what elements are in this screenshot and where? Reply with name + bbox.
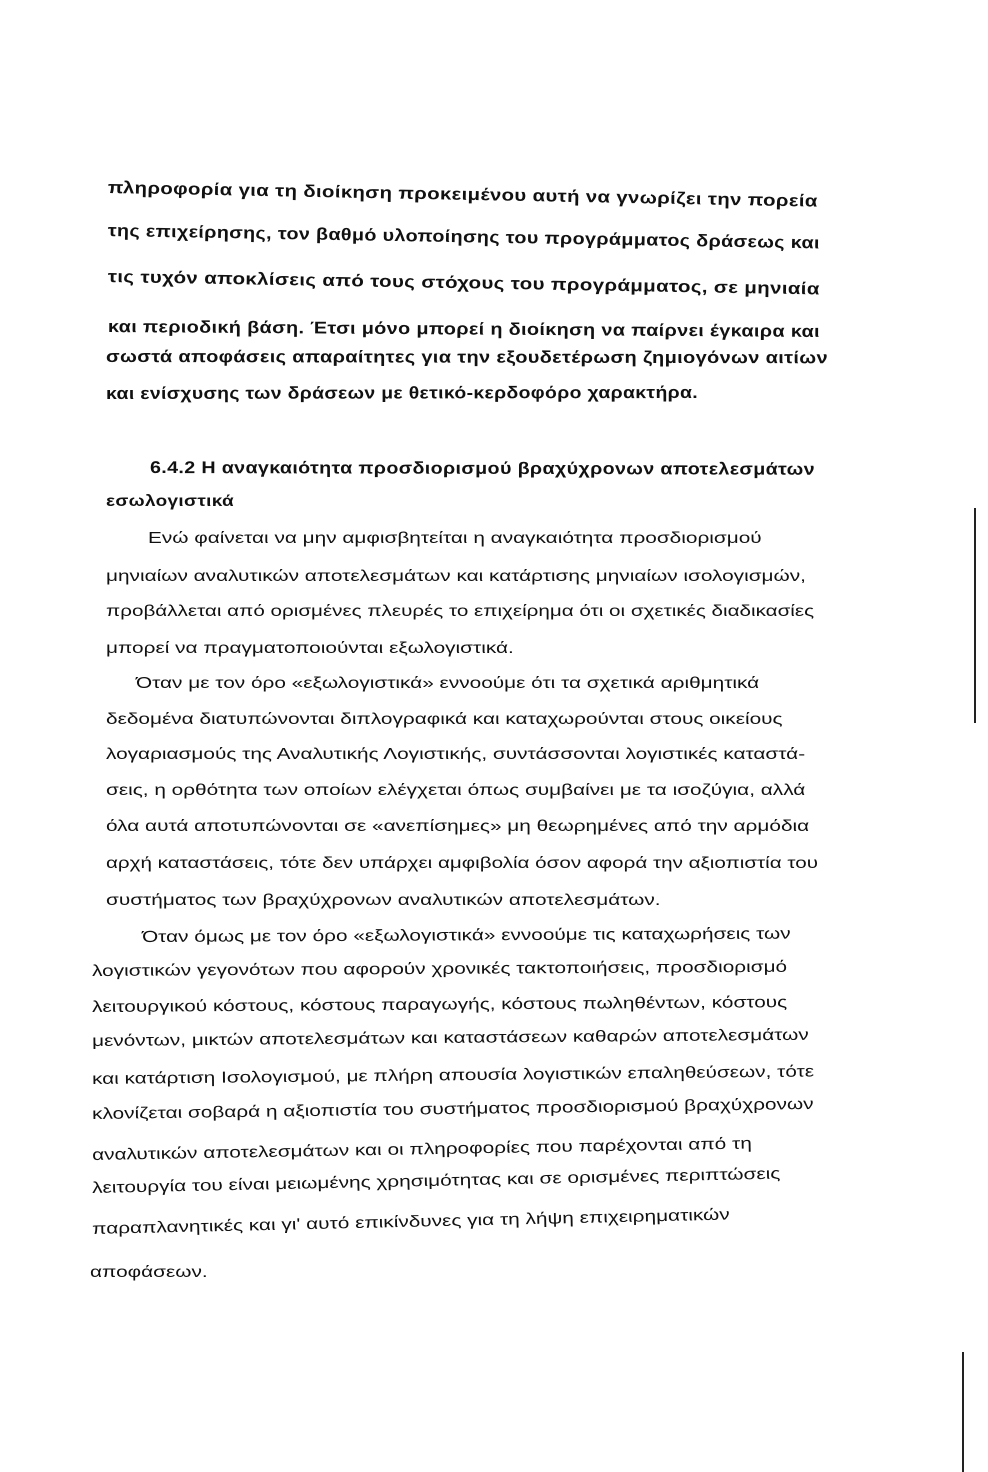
text-line: μηνιαίων αναλυτικών αποτελεσμάτων και κατάρτισης μηνιαίων ισολογισμών, bbox=[106, 568, 806, 585]
text-line: Ενώ φαίνεται να μην αμφισβητείται η αναγκαιότητα προσδιορισμού bbox=[148, 530, 762, 547]
margin-rule-upper bbox=[974, 508, 976, 723]
text-line: κλονίζεται σοβαρά η αξιοπιστία του συστήματος προσδιορισμού βραχύχρονων bbox=[91, 1095, 814, 1123]
text-line: τις τυχόν αποκλίσεις από τους στόχους του προγράμματος, σε μηνιαία bbox=[107, 267, 820, 299]
text-line: πληροφορία για τη διοίκηση προκειμένου αυτή να γνωρίζει την πορεία bbox=[107, 178, 818, 211]
text-line: δεδομένα διατυπώνονται διπλογραφικά και καταχωρούνται στους οικείους bbox=[106, 711, 783, 728]
text-line: λογαριασμούς της Αναλυτικής Λογιστικής, συντάσσονται λογιστικές καταστά- bbox=[106, 746, 806, 763]
text-line: αποφάσεων. bbox=[90, 1264, 208, 1281]
text-line: Όταν όμως με τον όρο «εξωλογιστικά» εννοούμε τις καταχωρήσεις των bbox=[141, 925, 791, 946]
text-line: σεις, η ορθότητα των οποίων ελέγχεται όπως συμβαίνει με τα ισοζύγια, αλλά bbox=[106, 782, 806, 799]
text-line: συστήματος των βραχύχρονων αναλυτικών αποτελεσμάτων. bbox=[106, 892, 661, 909]
text-line: σωστά αποφάσεις απαραίτητες για την εξουδετέρωση ζημιογόνων αιτίων bbox=[105, 347, 828, 368]
text-line: και κατάρτιση Ισολογισμού, με πλήρη απουσία λογιστικών επαληθεύσεων, τότε bbox=[91, 1063, 815, 1088]
text-line: λογιστικών γεγονότων που αφορούν χρονικές τακτοποιήσεις, προσδιορισμό bbox=[91, 958, 788, 980]
text-line: Όταν με τον όρο «εξωλογιστικά» εννοούμε ότι τα σχετικά αριθμητικά bbox=[136, 675, 760, 692]
text-line: προβάλλεται από ορισμένες πλευρές το επιχείρημα ότι οι σχετικές διαδικασίες bbox=[106, 603, 815, 620]
text-line: αρχή καταστάσεις, τότε δεν υπάρχει αμφιβολία όσον αφορά την αξιοπιστία του bbox=[106, 855, 819, 872]
text-line: και ενίσχυσης των δράσεων με θετικό-κερδοφόρο χαρακτήρα. bbox=[105, 382, 699, 403]
text-line: αναλυτικών αποτελεσμάτων και οι πληροφορίες που παρέχονται από τη bbox=[91, 1135, 753, 1164]
margin-rule-lower bbox=[962, 1352, 964, 1472]
text-line: λειτουργικού κόστους, κόστους παραγωγής, κόστους πωληθέντων, κόστους bbox=[91, 994, 788, 1016]
text-line: μπορεί να πραγματοποιούνται εξωλογιστικά. bbox=[106, 640, 514, 657]
text-line: παραπλανητικές και γι' αυτό επικίνδυνες για τη λήψη επιχειρηματικών bbox=[91, 1206, 730, 1238]
heading-line: εσωλογιστικά bbox=[106, 493, 234, 510]
text-line: λειτουργία του είναι μειωμένης χρησιμότητας και σε ορισμένες περιπτώσεις bbox=[91, 1165, 781, 1197]
heading-line: 6.4.2 Η αναγκαιότητα προσδιορισμού βραχύχρονων αποτελεσμάτων bbox=[149, 458, 815, 479]
text-line: όλα αυτά αποτυπώνονται σε «ανεπίσημες» μη θεωρημένες από την αρμόδια bbox=[106, 818, 810, 835]
text-line: και περιοδική βάση. Έτσι μόνο μπορεί η διοίκηση να παίρνει έγκαιρα και bbox=[107, 317, 821, 341]
text-line: μενόντων, μικτών αποτελεσμάτων και καταστάσεων καθαρών αποτελεσμάτων bbox=[91, 1026, 809, 1050]
text-line: της επιχείρησης, τον βαθμό υλοποίησης του προγράμματος δράσεως και bbox=[107, 221, 820, 253]
